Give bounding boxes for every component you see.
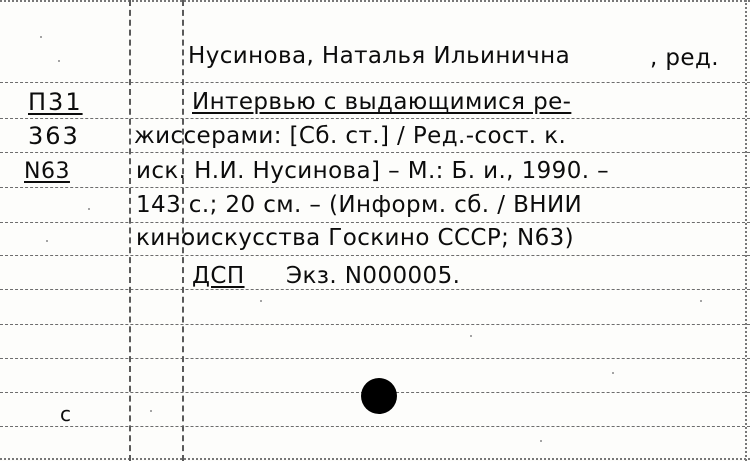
punch-hole — [361, 378, 397, 414]
author-heading: Нусинова, Наталья Ильинична — [188, 43, 571, 69]
scan-speck — [612, 372, 614, 374]
ruled-line — [0, 118, 750, 119]
ruled-line — [0, 152, 750, 153]
ruled-line — [0, 358, 750, 359]
restriction-mark: ДСП — [192, 263, 245, 289]
publication-line: иск. Н.И. Нусинова] – М.: Б. и., 1990. – — [136, 158, 610, 184]
scan-speck — [46, 240, 48, 242]
scan-speck — [260, 300, 262, 302]
copy-number: Экз. N000005. — [286, 263, 461, 289]
ruled-line — [0, 324, 750, 325]
title-line-2: жиссерами: [Сб. ст.] / Ред.-сост. к. — [134, 123, 567, 149]
margin-rule-left — [129, 0, 131, 461]
scan-speck — [700, 300, 702, 302]
call-number-line-2: 363 — [28, 122, 80, 150]
call-number-line-3: N63 — [24, 159, 70, 184]
call-number-line-1: П31 — [28, 88, 83, 116]
title-line-1: Интервью с выдающимися ре- — [192, 89, 572, 115]
series-line: киноискусства Госкино СССР; N63) — [136, 225, 575, 251]
ruled-line — [0, 222, 750, 223]
scan-speck — [150, 410, 152, 412]
ruled-line — [0, 426, 750, 427]
scan-speck — [470, 335, 472, 337]
card-bottom-edge — [0, 458, 750, 460]
card-top-edge — [0, 0, 750, 2]
footer-mark: c — [60, 402, 72, 426]
ruled-line — [0, 187, 750, 188]
scan-speck — [88, 208, 90, 210]
physical-description-line: 143 с.; 20 см. – (Информ. сб. / ВНИИ — [136, 192, 583, 218]
editor-role: , ред. — [650, 45, 719, 71]
ruled-line — [0, 82, 750, 83]
ruled-line — [0, 255, 750, 256]
scan-speck — [40, 36, 42, 38]
scan-speck — [58, 60, 60, 62]
scan-speck — [540, 440, 542, 442]
